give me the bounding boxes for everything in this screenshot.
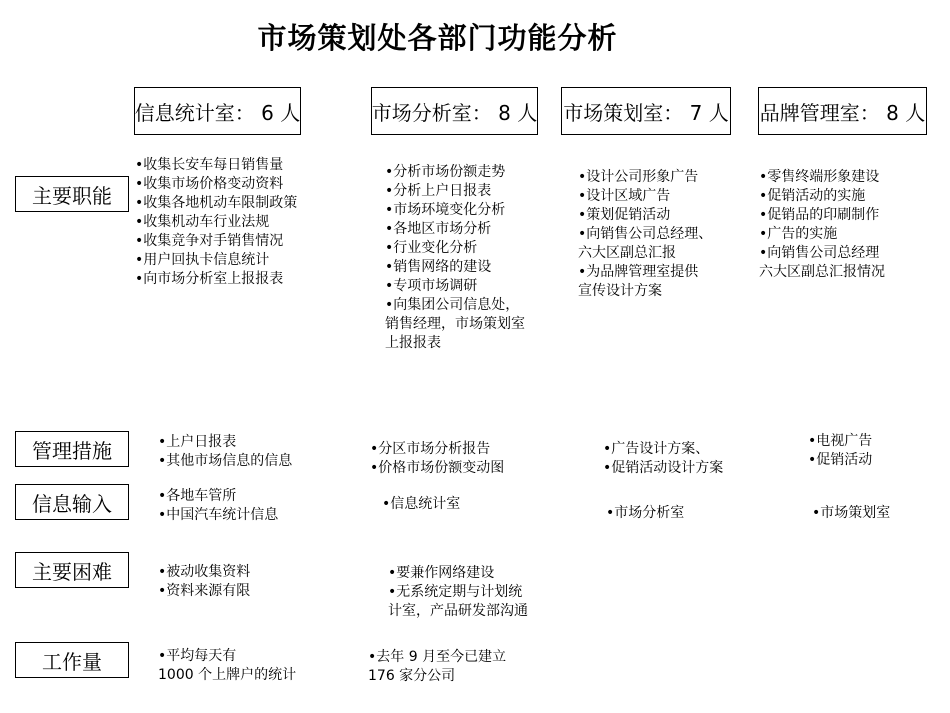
dept-market-analysis: 市场分析室： 8 人 <box>371 87 538 135</box>
duties-brand-management <box>759 168 885 282</box>
list-item: •市场环境变化分析 <box>385 202 506 218</box>
list-item: •行业变化分析 <box>385 240 478 256</box>
measures-market-analysis <box>370 440 504 478</box>
list-item: 宣传设计方案 <box>578 283 662 299</box>
list-item: •收集各地机动车限制政策 <box>135 195 298 211</box>
list-item: 176 家分公司 <box>368 668 456 684</box>
list-item: •电视广告 <box>808 433 873 449</box>
measures-brand-management <box>808 432 872 470</box>
list-item: •各地车管所 <box>158 488 237 504</box>
difficulties-info-statistics <box>158 563 250 601</box>
list-item: •向集团公司信息处， <box>385 297 520 313</box>
list-item: •要兼作网络建设 <box>388 565 495 581</box>
measures-market-planning <box>603 440 723 478</box>
list-item: •资料来源有限 <box>158 583 251 599</box>
list-item: 计室，产品研发部沟通 <box>388 603 528 619</box>
list-item: •零售终端形象建设 <box>759 169 880 185</box>
list-item: •向销售公司总经理、 <box>578 226 713 242</box>
list-item: •广告的实施 <box>759 226 838 242</box>
list-item: •收集机动车行业法规 <box>135 214 270 230</box>
list-item: •设计区域广告 <box>578 188 671 204</box>
row-label-measures: 管理措施 <box>15 431 129 467</box>
list-item: 六大区副总汇报情况 <box>759 264 885 280</box>
list-item: •平均每天有 <box>158 648 237 664</box>
list-item: •促销活动的实施 <box>759 188 866 204</box>
list-item: •收集市场价格变动资料 <box>135 176 284 192</box>
list-item: 六大区副总汇报 <box>578 245 676 261</box>
row-label-difficulties: 主要困难 <box>15 552 129 588</box>
list-item: •设计公司形象广告 <box>578 169 699 185</box>
list-item: •收集长安车每日销售量 <box>135 157 284 173</box>
page-title: 市场策划处各部门功能分析 <box>257 21 618 55</box>
list-item: •市场分析室 <box>606 505 685 521</box>
row-label-input: 信息输入 <box>15 484 129 520</box>
list-item: •向销售公司总经理 <box>759 245 880 261</box>
list-item: •分区市场分析报告 <box>370 441 491 457</box>
list-item: 1000 个上牌户的统计 <box>158 667 297 683</box>
row-label-workload: 工作量 <box>15 642 129 678</box>
list-item: •中国汽车统计信息 <box>158 507 279 523</box>
list-item: •市场策划室 <box>812 505 891 521</box>
workload-info-statistics <box>158 647 296 685</box>
dept-market-planning: 市场策划室： 7 人 <box>561 87 731 135</box>
duties-market-planning <box>578 168 712 301</box>
list-item: •各地区市场分析 <box>385 221 492 237</box>
list-item: •收集竞争对手销售情况 <box>135 233 284 249</box>
difficulties-market-analysis <box>388 564 528 621</box>
list-item: •无系统定期与计划统 <box>388 584 523 600</box>
list-item: •促销活动设计方案 <box>603 460 724 476</box>
input-market-planning <box>606 504 684 523</box>
list-item: •上户日报表 <box>158 434 237 450</box>
list-item: •其他市场信息的信息 <box>158 453 293 469</box>
list-item: •信息统计室 <box>382 496 461 512</box>
list-item: •为品牌管理室提供 <box>578 264 699 280</box>
duties-info-statistics <box>135 156 297 289</box>
dept-info-statistics: 信息统计室： 6 人 <box>134 87 301 135</box>
dept-brand-management: 品牌管理室： 8 人 <box>758 87 927 135</box>
list-item: •促销品的印刷制作 <box>759 207 880 223</box>
list-item: •广告设计方案、 <box>603 441 710 457</box>
list-item: •促销活动 <box>808 452 873 468</box>
list-item: •分析上户日报表 <box>385 183 492 199</box>
row-label-duties: 主要职能 <box>15 176 129 212</box>
workload-market-analysis <box>368 648 506 686</box>
list-item: 上报报表 <box>385 335 441 351</box>
list-item: •向市场分析室上报报表 <box>135 271 284 287</box>
list-item: •分析市场份额走势 <box>385 164 506 180</box>
measures-info-statistics <box>158 433 292 471</box>
input-info-statistics <box>158 487 278 525</box>
list-item: •用户回执卡信息统计 <box>135 252 270 268</box>
duties-market-analysis <box>385 163 525 353</box>
list-item: •专项市场调研 <box>385 278 478 294</box>
list-item: •去年 9 月至今已建立 <box>368 649 507 665</box>
list-item: •价格市场份额变动图 <box>370 460 505 476</box>
list-item: 销售经理，市场策划室 <box>385 316 525 332</box>
list-item: •被动收集资料 <box>158 564 251 580</box>
list-item: •策划促销活动 <box>578 207 671 223</box>
list-item: •销售网络的建设 <box>385 259 492 275</box>
input-brand-management <box>812 504 890 523</box>
input-market-analysis <box>382 495 460 514</box>
